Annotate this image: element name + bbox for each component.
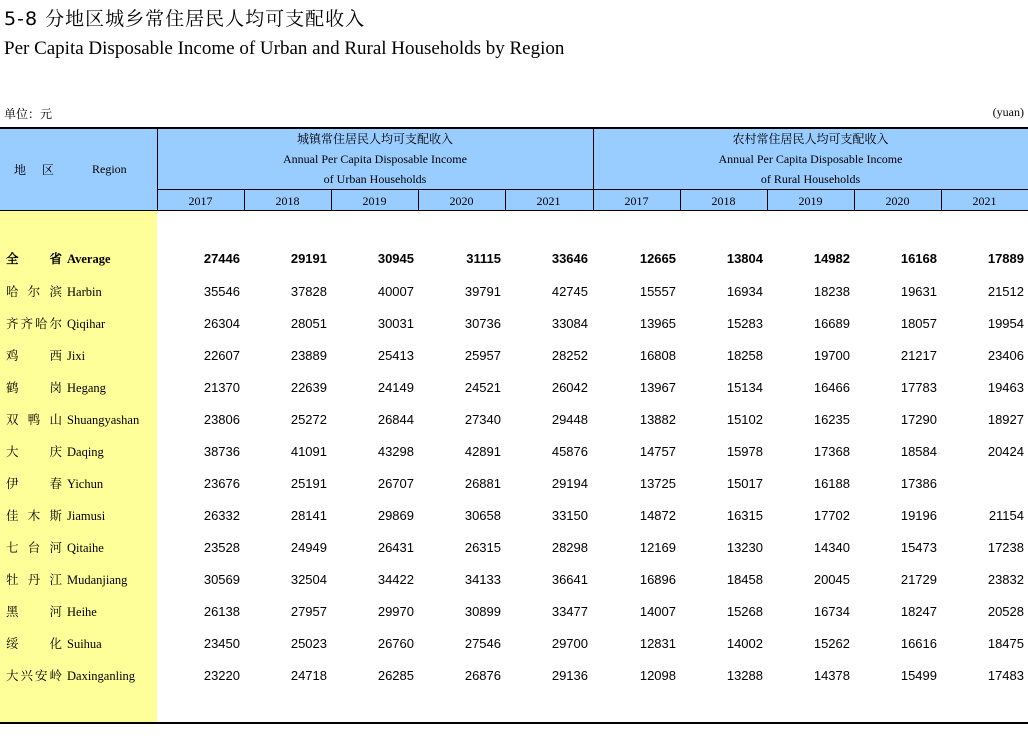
rural-income-cell: 17483 — [987, 668, 1024, 683]
urban-income-cell: 25191 — [290, 476, 327, 491]
urban-year-header: 2018 — [275, 194, 300, 208]
urban-income-cell: 31115 — [466, 251, 501, 266]
table-row — [0, 243, 1028, 275]
urban-income-cell: 35546 — [203, 284, 240, 299]
rural-income-cell: 19463 — [987, 380, 1024, 395]
urban-income-cell: 23889 — [290, 348, 327, 363]
region-name-cn: 黑 河 — [6, 604, 62, 619]
region-name-cn: 鹤 岗 — [6, 380, 62, 395]
rural-income-cell: 19954 — [987, 316, 1024, 331]
region-name-en: Harbin — [67, 285, 102, 299]
rural-income-header — [593, 129, 1028, 189]
urban-income-cell: 26707 — [377, 476, 414, 491]
region-name-en: Mudanjiang — [67, 573, 128, 587]
region-name-cn: 佳木斯 — [6, 508, 62, 523]
rural-income-cell: 19631 — [900, 284, 937, 299]
region-name-cn: 鸡 西 — [6, 348, 62, 363]
urban-income-cell: 29191 — [290, 251, 327, 266]
region-name-en: Qiqihar — [67, 317, 106, 331]
urban-income-cell: 30658 — [464, 508, 501, 523]
urban-income-cell: 42745 — [551, 284, 588, 299]
urban-income-cell: 26138 — [203, 604, 240, 619]
urban-income-cell: 27546 — [464, 636, 501, 651]
region-name-en: Jixi — [67, 349, 86, 363]
rural-income-cell: 13230 — [726, 540, 763, 555]
urban-header-cn: 城镇常住居民人均可支配收入 — [296, 132, 453, 146]
rural-income-cell: 12169 — [639, 540, 676, 555]
urban-income-cell: 33150 — [551, 508, 588, 523]
urban-income-cell: 29970 — [377, 604, 414, 619]
rural-income-cell: 13725 — [639, 476, 676, 491]
urban-income-cell: 25957 — [464, 348, 501, 363]
rural-income-cell: 13288 — [726, 668, 763, 683]
urban-income-cell: 33646 — [551, 251, 588, 266]
rural-income-cell: 16689 — [813, 316, 850, 331]
rural-income-cell: 23406 — [987, 348, 1024, 363]
rural-income-cell: 18475 — [987, 636, 1024, 651]
rural-income-cell: 18927 — [987, 412, 1024, 427]
urban-income-cell: 26431 — [377, 540, 414, 555]
urban-income-cell: 23806 — [203, 412, 240, 427]
urban-income-cell: 29448 — [551, 412, 588, 427]
page-title-en: Per Capita Disposable Income of Urban and Rural Households by Region — [4, 38, 565, 59]
urban-income-cell: 36641 — [551, 572, 588, 587]
urban-income-cell: 34422 — [377, 572, 414, 587]
rural-income-cell: 14007 — [639, 604, 676, 619]
rural-income-cell: 19700 — [813, 348, 850, 363]
table-row — [0, 340, 1028, 372]
table-row — [0, 372, 1028, 404]
urban-header-en-2: of Urban Households — [323, 172, 427, 186]
urban-income-cell: 25272 — [290, 412, 327, 427]
region-name-cn: 大 庆 — [6, 444, 62, 459]
rural-income-cell: 18258 — [726, 348, 763, 363]
urban-income-cell: 45876 — [551, 444, 588, 459]
urban-income-cell: 28051 — [290, 316, 327, 331]
region-name-en: Daqing — [67, 445, 104, 459]
urban-income-cell: 33084 — [551, 316, 588, 331]
table-row — [0, 532, 1028, 564]
urban-header-en-1: Annual Per Capita Disposable Income — [283, 152, 467, 166]
rural-income-cell: 15283 — [726, 316, 763, 331]
rural-income-cell: 20528 — [987, 604, 1024, 619]
urban-income-cell: 27957 — [290, 604, 327, 619]
rural-income-cell: 14002 — [726, 636, 763, 651]
urban-income-cell: 39791 — [464, 284, 501, 299]
rural-income-cell: 21512 — [987, 284, 1024, 299]
rural-year-header: 2020 — [885, 194, 910, 208]
urban-income-cell: 22607 — [203, 348, 240, 363]
urban-income-cell: 28298 — [551, 540, 588, 555]
region-header-cn: 地 区 — [14, 163, 60, 177]
rural-income-cell: 12098 — [639, 668, 676, 683]
rural-income-cell: 15557 — [639, 284, 676, 299]
rural-income-cell: 13882 — [639, 412, 676, 427]
rural-income-cell: 16896 — [639, 572, 676, 587]
urban-year-header: 2017 — [188, 194, 213, 208]
urban-income-cell: 23528 — [203, 540, 240, 555]
rural-income-cell: 15268 — [726, 604, 763, 619]
urban-income-cell: 27446 — [203, 251, 240, 266]
urban-income-cell: 26042 — [551, 380, 588, 395]
region-name-en: Shuangyashan — [67, 413, 140, 427]
urban-income-cell: 34133 — [464, 572, 501, 587]
region-name-cn: 伊 春 — [6, 476, 62, 491]
table-row — [0, 468, 1028, 500]
rural-income-cell: 18584 — [900, 444, 937, 459]
urban-income-header — [157, 129, 593, 189]
region-name-cn: 绥 化 — [6, 636, 62, 651]
urban-income-cell: 43298 — [377, 444, 414, 459]
region-name-en: Qitaihe — [67, 541, 104, 555]
table-row — [0, 404, 1028, 436]
rural-income-cell: 21154 — [988, 508, 1024, 523]
rural-income-cell: 16235 — [813, 412, 850, 427]
rural-income-cell: 12665 — [639, 251, 676, 266]
page-title-cn: 5-8 分地区城乡常住居民人均可支配收入 — [4, 8, 366, 30]
urban-income-cell: 40007 — [377, 284, 414, 299]
table-bottom-rule — [0, 722, 1028, 724]
rural-income-cell: 15473 — [900, 540, 937, 555]
region-header-en: Region — [92, 162, 127, 176]
urban-income-cell: 26760 — [377, 636, 414, 651]
rural-header-cn: 农村常住居民人均可支配收入 — [732, 132, 889, 146]
region-name-cn: 齐齐哈尔 — [6, 316, 62, 331]
urban-income-cell: 30945 — [377, 251, 414, 266]
rural-income-cell: 17386 — [900, 476, 937, 491]
region-name-cn: 双鸭山 — [6, 412, 62, 427]
urban-income-cell: 30031 — [377, 316, 414, 331]
urban-income-cell: 26881 — [464, 476, 501, 491]
rural-income-cell: 14340 — [813, 540, 850, 555]
urban-year-header: 2020 — [449, 194, 474, 208]
urban-income-cell: 26876 — [464, 668, 501, 683]
rural-income-cell: 18247 — [900, 604, 937, 619]
region-name-en: Heihe — [67, 605, 97, 619]
rural-income-cell: 21729 — [900, 572, 937, 587]
rural-income-cell: 14982 — [813, 251, 850, 266]
rural-income-cell: 16188 — [813, 476, 850, 491]
rural-income-cell: 13965 — [639, 316, 676, 331]
urban-income-cell: 26844 — [377, 412, 414, 427]
rural-income-cell: 15262 — [813, 636, 850, 651]
rural-income-cell: 16934 — [726, 284, 763, 299]
table-row — [0, 308, 1028, 340]
urban-income-cell: 37828 — [290, 284, 327, 299]
urban-income-cell: 32504 — [290, 572, 327, 587]
urban-income-cell: 29869 — [377, 508, 414, 523]
urban-income-cell: 24149 — [377, 380, 414, 395]
urban-income-cell: 24718 — [290, 668, 327, 683]
urban-year-header: 2021 — [536, 194, 561, 208]
table-row — [0, 660, 1028, 692]
region-name-en: Average — [67, 252, 111, 266]
unit-label-cn: 单位：元 — [4, 107, 53, 121]
urban-income-cell: 21370 — [203, 380, 240, 395]
table-row — [0, 596, 1028, 628]
rural-income-cell: 15102 — [726, 412, 763, 427]
rural-income-cell: 13967 — [639, 380, 676, 395]
rural-header-en-1: Annual Per Capita Disposable Income — [718, 152, 903, 166]
urban-year-header: 2019 — [362, 194, 387, 208]
region-name-en: Daxinganling — [67, 669, 136, 683]
rural-year-header: 2021 — [972, 194, 997, 208]
rural-income-cell: 16808 — [639, 348, 676, 363]
region-name-cn: 大兴安岭 — [6, 668, 62, 683]
urban-income-cell: 29194 — [551, 476, 588, 491]
urban-income-cell: 29700 — [551, 636, 588, 651]
urban-income-cell: 25023 — [290, 636, 327, 651]
rural-income-cell: 16168 — [900, 251, 937, 266]
region-name-en: Yichun — [67, 477, 104, 491]
table-row — [0, 276, 1028, 308]
urban-income-cell: 29136 — [551, 668, 588, 683]
region-name-cn: 牡丹江 — [6, 572, 62, 587]
region-name-en: Jiamusi — [67, 509, 106, 523]
rural-year-header: 2019 — [798, 194, 823, 208]
urban-income-cell: 41091 — [290, 444, 327, 459]
rural-income-cell: 20424 — [987, 444, 1024, 459]
rural-income-cell: 16466 — [813, 380, 850, 395]
rural-income-cell: 13804 — [726, 251, 763, 266]
rural-income-cell: 15978 — [726, 444, 763, 459]
rural-income-cell: 15499 — [900, 668, 937, 683]
region-name-en: Hegang — [67, 381, 106, 395]
rural-header-en-2: of Rural Households — [760, 172, 861, 186]
table-row — [0, 628, 1028, 660]
rural-income-cell: 16616 — [900, 636, 937, 651]
rural-income-cell: 17368 — [813, 444, 850, 459]
unit-label-en: (yuan) — [992, 105, 1024, 119]
urban-income-cell: 38736 — [203, 444, 240, 459]
urban-income-cell: 27340 — [464, 412, 501, 427]
urban-income-cell: 23450 — [203, 636, 240, 651]
rural-income-cell: 17702 — [813, 508, 850, 523]
urban-income-cell: 22639 — [290, 380, 327, 395]
rural-income-cell: 17290 — [900, 412, 937, 427]
rural-income-cell: 17783 — [900, 380, 937, 395]
rural-income-cell: 20045 — [813, 572, 850, 587]
urban-income-cell: 30569 — [203, 572, 240, 587]
table-row — [0, 564, 1028, 596]
region-name-cn: 全 省 — [6, 251, 62, 266]
rural-income-cell: 12831 — [639, 636, 676, 651]
table-row — [0, 436, 1028, 468]
rural-income-cell: 15017 — [726, 476, 763, 491]
rural-income-cell: 18057 — [900, 316, 937, 331]
rural-income-cell: 19196 — [900, 508, 937, 523]
rural-year-header: 2017 — [624, 194, 649, 208]
rural-income-cell: 15134 — [726, 380, 763, 395]
table-row — [0, 500, 1028, 532]
urban-income-cell: 26285 — [377, 668, 414, 683]
urban-income-cell: 42891 — [464, 444, 501, 459]
rural-income-cell: 18238 — [813, 284, 850, 299]
rural-year-header: 2018 — [711, 194, 736, 208]
urban-income-cell: 26332 — [203, 508, 240, 523]
region-name-cn: 哈尔滨 — [6, 284, 62, 299]
urban-income-cell: 23676 — [203, 476, 240, 491]
rural-income-cell: 23832 — [987, 572, 1024, 587]
urban-income-cell: 24521 — [464, 380, 501, 395]
urban-income-cell: 30736 — [464, 316, 501, 331]
urban-income-cell: 23220 — [203, 668, 240, 683]
rural-income-cell: 14872 — [639, 508, 676, 523]
region-name-en: Suihua — [67, 637, 102, 651]
rural-income-cell: 17889 — [987, 251, 1024, 266]
urban-income-cell: 24949 — [290, 540, 327, 555]
urban-income-cell: 25413 — [377, 348, 414, 363]
urban-income-cell: 28252 — [551, 348, 588, 363]
rural-income-cell: 14378 — [813, 668, 850, 683]
urban-income-cell: 33477 — [551, 604, 588, 619]
rural-income-cell: 14757 — [639, 444, 676, 459]
urban-income-cell: 28141 — [290, 508, 327, 523]
rural-income-cell: 21217 — [900, 348, 937, 363]
urban-income-cell: 26304 — [203, 316, 240, 331]
region-name-cn: 七台河 — [6, 540, 62, 555]
rural-income-cell: 16315 — [726, 508, 763, 523]
urban-income-cell: 30899 — [464, 604, 501, 619]
urban-income-cell: 26315 — [464, 540, 501, 555]
rural-income-cell: 16734 — [813, 604, 850, 619]
rural-income-cell: 18458 — [726, 572, 763, 587]
rural-income-cell: 17238 — [987, 540, 1024, 555]
